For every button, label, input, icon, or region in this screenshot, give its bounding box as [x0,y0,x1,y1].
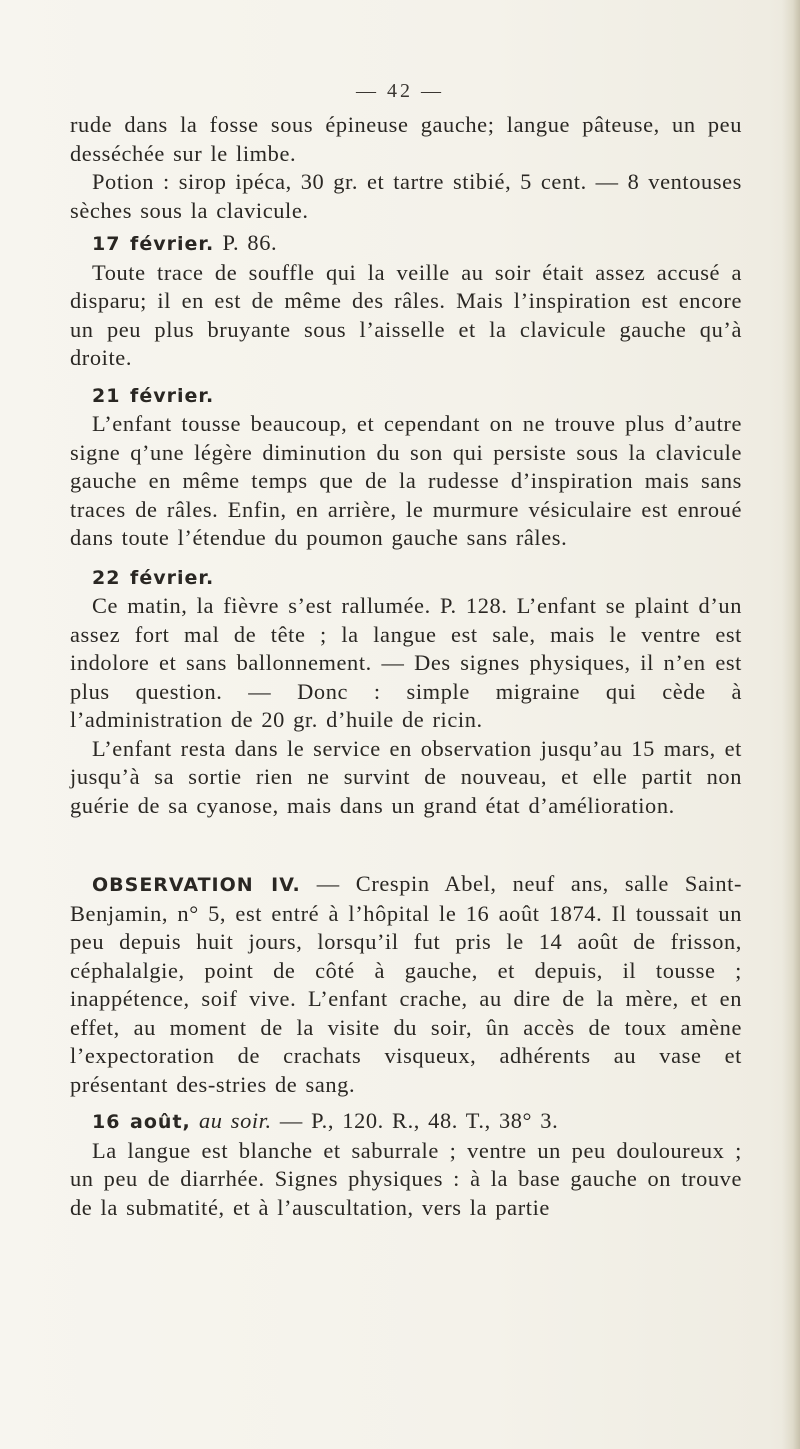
date-heading-feb-21: 21 février. [92,384,215,407]
vitals-aug-16: — P., 120. R., 48. T., 38° 3. [271,1108,559,1133]
paragraph-feb-17: Toute trace de souffle qui la veille au soir était assez accusé a disparu; il en est de même des râles. Mais l’inspiration est encore un peu plus bruyante sous l’aisselle et la clavicule gauche qu’à droite. [70,259,742,370]
entry-feb-21 [70,381,742,411]
entry-aug-16 [70,1107,742,1137]
entry-feb-22 [70,563,742,593]
date-heading-feb-22: 22 février. [92,566,215,589]
paragraph-outcome: L’enfant resta dans le service en observation jusqu’au 15 mars, et jusqu’à sa sortie rien ne survint de nouveau, et elle partit non guérie de sa cyanose, mais dans un grand état d’amélioration. [70,735,742,818]
paragraph-potion: Potion : sirop ipéca, 30 gr. et tartre stibié, 5 cent. — 8 ventouses sèches sous la clavicule. [70,169,742,223]
paragraph-aug-16: La langue est blanche et saburrale ; ventre un peu douloureux ; un peu de diarrhée. Signes physiques : à la base gauche on trouve de la submatité, et à l’auscultation, vers la partie [70,1137,742,1220]
observation-text: — Crespin Abel, neuf ans, salle Saint-Benjamin, n° 5, est entré à l’hôpital le 16 août 1874. Il toussait un peu depuis huit jours, lorsqu’il fut pris le 14 août de frisson, céphalalgie, point de côté à gauche, et depuis, il tousse ; inappétence, soif vive. L’enfant crache, au dire de la mère, et en effet, au moment de la visite du soir, ûn accès de toux amène l’expectoration de crachats visqueux, adhérents au vase et présentant des-stries de sang. [70,871,743,1097]
paragraph-feb-22: Ce matin, la fièvre s’est rallumée. P. 128. L’enfant se plaint d’un assez fort mal de tête ; la langue est sale, mais le ventre est indolore et sans ballonnement. — Des signes physiques, il n’en est plus question. — Donc : simple migraine qui cède à l’administration de 20 gr. d’huile de ricin. [70,593,742,732]
observation-heading: OBSERVATION IV. [92,874,301,896]
date-heading-aug-16: 16 août, [92,1111,191,1133]
paragraph-1: rude dans la fosse sous épineuse gauche; langue pâteuse, un peu desséchée sur le limbe. [70,112,742,166]
page-number: — 42 — [356,80,444,102]
text-body [70,111,742,1222]
pulse-feb-17: P. 86. [214,230,278,255]
page-edge-shadow [782,0,800,1449]
entry-feb-17 [70,229,742,259]
time-of-day: au soir. [190,1108,272,1133]
date-heading-feb-17: 17 février. [92,233,215,255]
observation-iv [70,870,742,1099]
paragraph-feb-21: L’enfant tousse beaucoup, et cependant on ne trouve plus d’autre signe q’une légère diminution du son qui persiste sous la clavicule gauche en même temps que de la rudesse d’inspiration mais sans traces de râles. Enfin, en arrière, le murmure vésiculaire est enroué dans toute l’étendue du poumon gauche sans râles. [70,411,742,550]
